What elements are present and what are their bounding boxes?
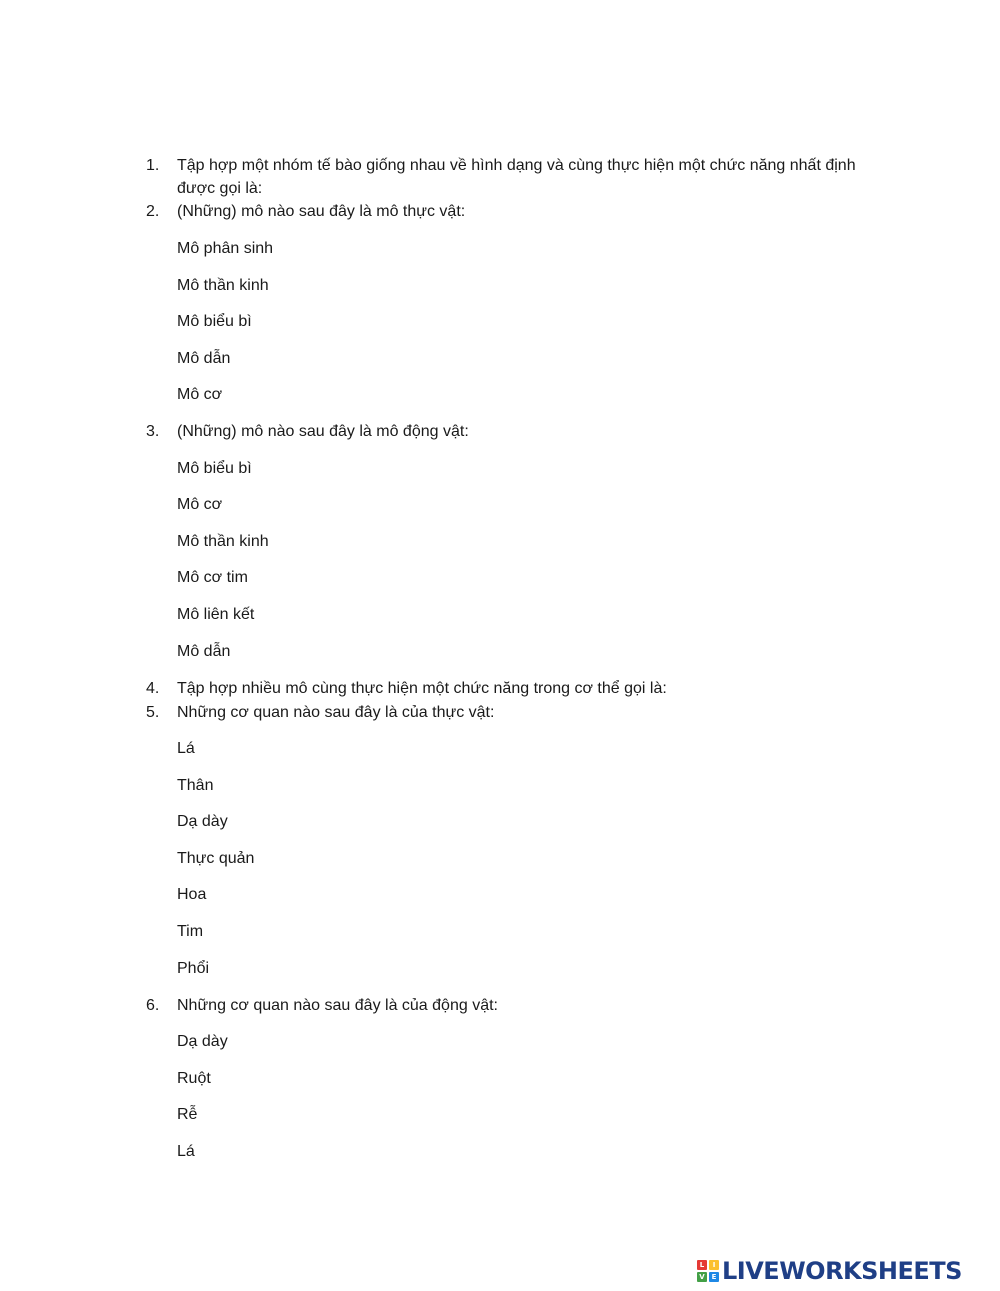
answer-option[interactable]: Lá (177, 1143, 195, 1160)
answer-option[interactable]: Lá (177, 740, 195, 757)
liveworksheets-logo-icon (697, 1260, 719, 1282)
question-number: 4. (146, 680, 160, 697)
question-number: 1. (146, 157, 160, 174)
answer-option[interactable]: Ruột (177, 1070, 211, 1087)
logo-text: LIVEWORKSHEETS (722, 1257, 962, 1285)
question-number: 6. (146, 997, 160, 1014)
answer-option[interactable]: Mô thần kinh (177, 277, 269, 294)
question-text: Tập hợp nhiều mô cùng thực hiện một chức năng trong cơ thể gọi là: (177, 680, 667, 697)
answer-option[interactable]: Mô cơ tim (177, 569, 248, 586)
answer-option[interactable]: Hoa (177, 886, 207, 903)
question-6 (146, 994, 886, 1017)
answer-option[interactable]: Mô dẫn (177, 643, 231, 660)
question-4 (146, 677, 886, 700)
logo-tile-l: L (697, 1260, 707, 1270)
logo-tile-v: V (697, 1272, 707, 1282)
answer-option[interactable]: Thân (177, 777, 214, 794)
question-number: 5. (146, 704, 160, 721)
question-text: Tập hợp một nhóm tế bào giống nhau về hình dạng và cùng thực hiện một chức năng nhất định được gọi là: (177, 157, 856, 197)
question-number: 2. (146, 203, 160, 220)
answer-option[interactable]: Thực quản (177, 850, 255, 867)
logo-tile-i: I (709, 1260, 719, 1270)
answer-option[interactable]: Mô dẫn (177, 350, 231, 367)
answer-option[interactable]: Dạ dày (177, 1033, 228, 1050)
logo-tile-e: E (709, 1272, 719, 1282)
question-text: (Những) mô nào sau đây là mô động vật: (177, 423, 469, 440)
question-3 (146, 420, 886, 443)
question-text: (Những) mô nào sau đây là mô thực vật: (177, 203, 466, 220)
liveworksheets-logo (697, 1255, 962, 1287)
answer-option[interactable]: Mô biểu bì (177, 313, 252, 330)
answer-option[interactable]: Dạ dày (177, 813, 228, 830)
answer-option[interactable]: Mô cơ (177, 386, 223, 403)
answer-option[interactable]: Mô thần kinh (177, 533, 269, 550)
question-1 (146, 154, 886, 200)
answer-option[interactable]: Mô cơ (177, 496, 223, 513)
answer-option[interactable]: Tim (177, 923, 204, 940)
question-5 (146, 701, 886, 724)
question-text: Những cơ quan nào sau đây là của động vật: (177, 997, 498, 1014)
answer-option[interactable]: Mô phân sinh (177, 240, 274, 257)
question-text: Những cơ quan nào sau đây là của thực vật: (177, 704, 495, 721)
answer-option[interactable]: Phổi (177, 960, 210, 977)
answer-option[interactable]: Rễ (177, 1106, 198, 1123)
question-number: 3. (146, 423, 160, 440)
question-2 (146, 200, 886, 223)
answer-option[interactable]: Mô biểu bì (177, 460, 252, 477)
answer-option[interactable]: Mô liên kết (177, 606, 255, 623)
